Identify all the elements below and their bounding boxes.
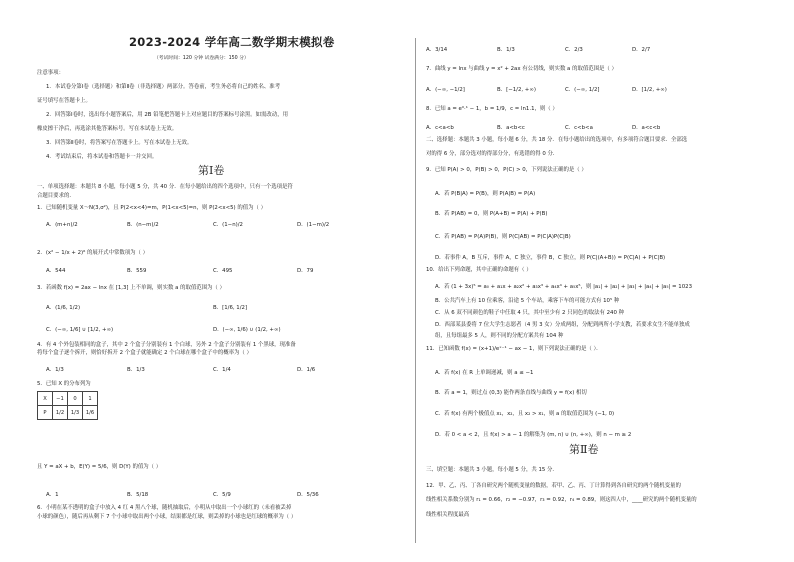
notice-item: 4．考试结束后，将本试卷和答题卡一并交回。	[46, 154, 158, 160]
table-cell: 1/3	[68, 406, 83, 420]
q9-stem: 9．已知 P(A) > 0，P(B) > 0，P(C) > 0，下列说法正确的是（ ）	[426, 167, 587, 173]
q1-option-b: B．(n−m)/2	[127, 222, 159, 228]
q10-option-a: A．若 (1 + 3x)⁵ = a₀ + a₁x + a₂x² + a₃x³ + a₄x⁴ + a₅x⁵，则 |a₁| + |a₂| + |a₃| + |a₄| + |a₅| = 1023	[435, 284, 693, 290]
q5-option-b: B．5/18	[127, 492, 149, 498]
q2-option-a: A．544	[46, 268, 66, 274]
section1-heading: 一、单项选择题：本题共 8 小题，每小题 5 分，共 40 分．在每小题给出的四个选项中，只有一个选项是符	[37, 184, 293, 190]
q11-option-c: C．若 f(x) 有两个极值点 x₁，x₂，且 x₂ > x₁，则 a 的取值范围为 (−1, 0)	[435, 411, 615, 417]
right-column	[417, 0, 794, 562]
q6-option-a: A．3/14	[426, 47, 448, 53]
q12-stem: 12．甲、乙、丙、丁各自研究两个随机变量的数据，若甲、乙、丙、丁计算得到各自研究的两个随机变量的	[426, 483, 681, 489]
q10-option-c: C．从 6 双不同颜色的鞋子中任取 4 只，其中至少有 2 只同色的取法有 240 种	[435, 310, 624, 316]
q1-stem: 1．已知随机变量 X～N(3,σ²)，且 P(2<x<4)=m，P(1<x<5)=n，则 P(2<x<5) 的值为（ ）	[37, 205, 267, 211]
table-cell: P	[38, 406, 53, 420]
table-cell: −1	[53, 392, 68, 406]
q1-option-d: D．(1−m)/2	[297, 222, 330, 228]
q6-stem: 6．小明在某不透明的盒子中放入 4 红 4 黑八个球，随机抽取后，小明从中取出一个小球红的（未看被丢掉	[37, 505, 292, 511]
q9-option-a: A．若 P(B|A) = P(B)，则 P(A|B) = P(A)	[435, 191, 536, 197]
q4-option-d: D．1/6	[297, 367, 316, 373]
table-cell: 1	[83, 392, 98, 406]
q7-stem: 7．曲线 y = lnx 与曲线 y = x² + 2ax 有公切线，则实数 a 的取值范围是（ ）	[426, 66, 617, 72]
q5-stem-cont: 且 Y = aX + b，E(Y) = 5/6，则 D(Y) 的值为（ ）	[37, 464, 162, 470]
q10-stem: 10．给出下列命题，其中正确的命题有（ ）	[426, 267, 532, 273]
q8-option-c: C．c<b<a	[565, 125, 593, 131]
table-cell: 1/6	[83, 406, 98, 420]
q10-option-d-cont: 组，且每组最多 5 人，则不同的分配方案共有 104 种	[435, 333, 564, 339]
table-cell: 1/2	[53, 406, 68, 420]
section2-heading-cont: 对的得 6 分，部分选对的得部分分，有选错的得 0 分．	[426, 151, 559, 157]
q4-option-a: A．1/3	[46, 367, 64, 373]
q6-option-c: C．2/3	[565, 47, 583, 53]
q8-stem: 8．已知 a = e⁰·¹ − 1，b = 1/9，c = ln1.1，则（ ）	[426, 106, 558, 112]
page-title: 2023-2024 学年高二数学期末模拟卷	[129, 35, 335, 49]
q4-option-c: C．1/4	[213, 367, 231, 373]
q10-option-d: D．西部某县委将 7 位大学生志愿者（4 男 3 女）分成两组，分配到两所小学支教，若要求女生不能单独成	[435, 322, 690, 328]
q1-option-c: C．(1−n)/2	[213, 222, 243, 228]
q6-option-b: B．1/3	[497, 47, 515, 53]
notice-item: 橡皮擦干净后，再选涂其他答案标号。写在本试卷上无效。	[37, 126, 178, 132]
q3-stem: 3．若函数 f(x) = 2ax − lnx 在 [1,3] 上不单调，则实数 a 的取值范围为（ ）	[37, 285, 225, 291]
notice-item: 3．回答第Ⅱ卷时，将答案写在答题卡上。写在本试卷上无效。	[46, 140, 193, 146]
q7-option-d: D．[1/2, +∞)	[632, 87, 667, 93]
q3-option-a: A．(1/6, 1/2)	[46, 305, 81, 311]
q8-option-d: D．a<c<b	[632, 125, 661, 131]
q9-option-c: C．若 P(AB) = P(A)P(B)，则 P(C|AB) = P(C|A)P(C|B)	[435, 234, 571, 240]
q5-option-a: A．1	[46, 492, 59, 498]
q3-option-c: C．(−∞, 1/6] ∪ [1/2, +∞)	[46, 327, 114, 333]
table-cell: X	[38, 392, 53, 406]
q7-option-b: B．[−1/2, +∞)	[497, 87, 536, 93]
q9-option-b: B．若 P(AB) = 0，则 P(A+B) = P(A) + P(B)	[435, 211, 548, 217]
q3-option-d: D．(−∞, 1/6) ∪ (1/2, +∞)	[213, 327, 281, 333]
section2-heading: 二、选择题：本题共 3 小题，每小题 6 分，共 18 分．在每小题给出的选项中，有多项符合题目要求．全部选	[426, 137, 688, 143]
q12-stem-cont: 线性相关系数分别为 r₁ = 0.66，r₂ = −0.97，r₃ = 0.92，r₄ = 0.89，则这四人中，____研究的两个随机变量的	[426, 497, 697, 503]
q8-option-a: A．c<a<b	[426, 125, 454, 131]
q6-option-d: D．2/7	[632, 47, 651, 53]
q2-option-c: C．495	[213, 268, 233, 274]
q11-option-a: A．若 f(x) 在 R 上单调递减，则 a ≤ −1	[435, 370, 534, 376]
q2-option-d: D．79	[297, 268, 314, 274]
q7-option-c: C．(−∞, 1/2]	[565, 87, 600, 93]
q9-option-d: D．若事件 A，B 互斥，事件 A，C 独立，事件 B，C 独立，则 P(C|(A+B)) = P(C|A) + P(C|B)	[435, 255, 666, 261]
notice-item: 1．本试卷分第Ⅰ卷（选择题）和第Ⅱ卷（非选择题）两部分。答卷前，考生务必将自己的姓名、准考	[46, 84, 281, 90]
q3-option-b: B．[1/6, 1/2]	[213, 305, 248, 311]
table-cell: 0	[68, 392, 83, 406]
q1-option-a: A．(m+n)/2	[46, 222, 78, 228]
distribution-table	[37, 391, 98, 420]
q10-option-b: B．公共汽车上有 10 位乘客，沿途 5 个车站，乘客下车的可能方式有 10⁵ 种	[435, 298, 620, 304]
q11-option-d: D．若 0 < a < 2，且 f(x) > a − 1 的解集为 (m, n) ∪ (n, +∞)，则 n − m ≥ 2	[435, 432, 632, 438]
part2-heading: 第Ⅱ卷	[569, 443, 599, 456]
section1-heading-cont: 合题目要求的．	[37, 193, 75, 199]
exam-meta: （考试时间：120 分钟 试卷满分：150 分）	[154, 56, 249, 61]
q5-stem: 5．已知 X 的分布列为	[37, 381, 91, 387]
q12-stem-cont2: 线性相关程度最高	[426, 512, 470, 518]
section3-heading: 三、填空题：本题共 3 小题，每小题 5 分，共 15 分．	[426, 467, 558, 473]
q2-option-b: B．559	[127, 268, 147, 274]
notice-heading: 注意事项：	[37, 70, 64, 76]
q4-stem-cont: 将每个盒子逐个拆开，则恰好拆开 2 个盒子就能确定 2 个白球在哪个盒子中的概率为（ ）	[37, 350, 252, 356]
q2-stem: 2．(x² − 1/x + 2)⁶ 的展开式中常数项为（ ）	[37, 250, 149, 256]
notice-item: 2．回答第Ⅰ卷时，选出每小题答案后，用 2B 铅笔把答题卡上对应题目的答案标号涂黑。如需改动，用	[46, 112, 288, 118]
q11-option-b: B．若 a = 1，则过点 (0,3) 能作两条直线与曲线 y = f(x) 相切	[435, 390, 587, 396]
part1-heading: 第Ⅰ卷	[198, 164, 225, 177]
q6-stem-cont: 小球的颜色），随后再从剩下 7 个小球中取出两个小球，结果都是红球，则丢掉的小球也是红球的概率为（ ）	[37, 514, 297, 520]
q5-option-c: C．5/9	[213, 492, 231, 498]
q8-option-b: B．a<b<c	[497, 125, 525, 131]
notice-item: 证号填写在答题卡上。	[37, 98, 91, 104]
q4-stem: 4．有 4 个外包装相同的盒子，其中 2 个盒子分别装有 1 个白球，另外 2 个盒子分别装有 1 个黑球，现准备	[37, 342, 296, 348]
q4-option-b: B．1/3	[127, 367, 145, 373]
q11-stem: 11．已知函数 f(x) = (x+1)/eˣ⁻¹ − ax − 1，则下列说法正确的是（ ）．	[426, 346, 602, 352]
q7-option-a: A．(−∞, −1/2]	[426, 87, 465, 93]
q5-option-d: D．5/36	[297, 492, 319, 498]
column-divider	[415, 38, 416, 543]
